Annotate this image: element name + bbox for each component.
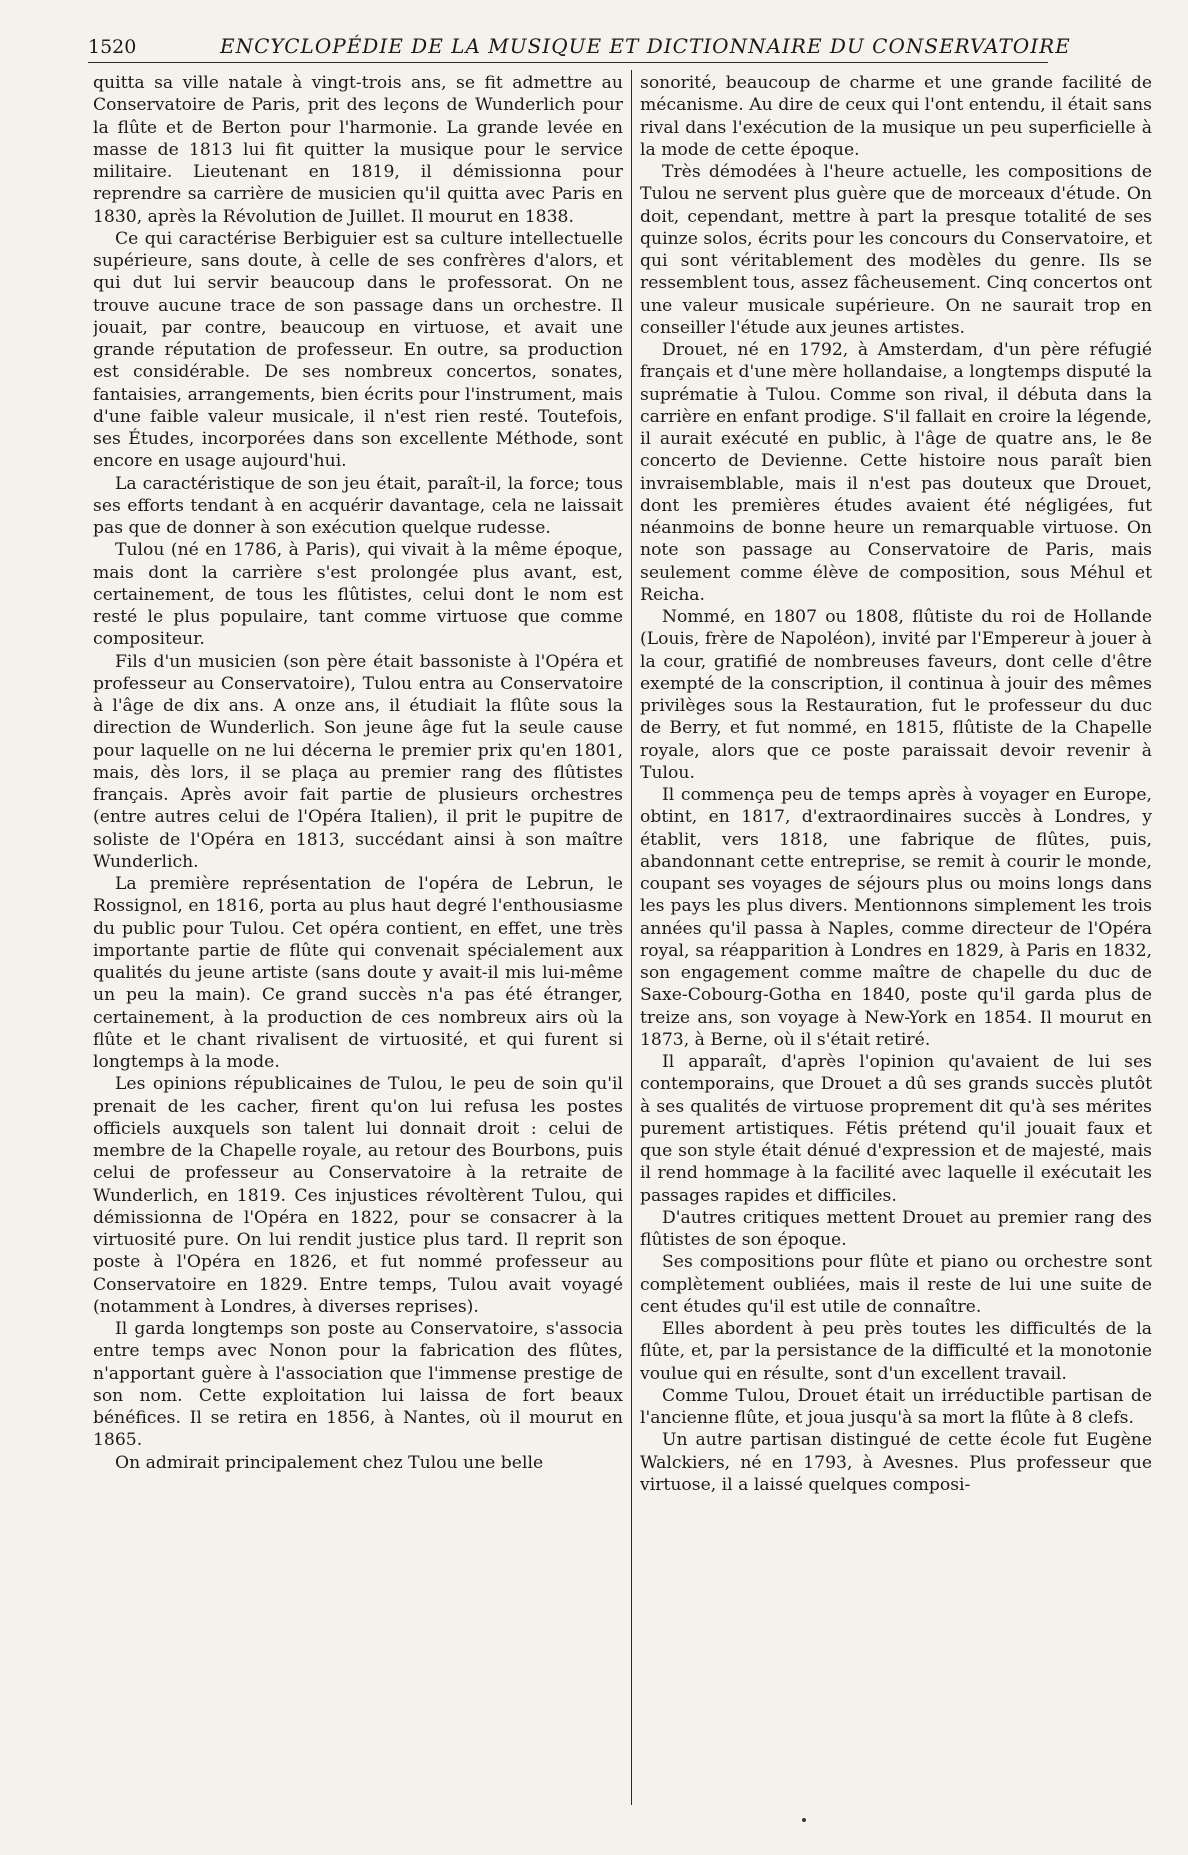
paragraph: Un autre partisan distingué de cette école fut Eugène Walckiers, né en 1793, à Avesnes. Plus professeur que virtuose, il a laissé quelques composi- [640, 1430, 1152, 1495]
paragraph: On admirait principalement chez Tulou une belle [115, 1452, 544, 1473]
right-column [640, 72, 1152, 1772]
paragraph: La première représentation de l'opéra de Lebrun, le Rossignol, en 1816, porta au plus haut degré l'enthousiasme du public pour Tulou. Cet opéra contient, en effet, une très importante partie de flûte qui convenait spécialement aux qualités du jeune artiste (sans doute y avait-il mis lui-même un peu la main). Ce grand succès n'a pas été étranger, certainement, à la production de ces nombreux airs où la flûte et le chant rivalisent de virtuosité, et qui furent si longtemps à la mode. [93, 874, 623, 1072]
paragraph: Ce qui caractérise Berbiguier est sa culture intellectuelle supérieure, sans doute, à celle de ses confrères d'alors, et qui dut lui servir beaucoup dans le professorat. On ne trouve aucune trace de son passage dans un orchestre. Il jouait, par contre, beaucoup en virtuose, et avait une grande réputation de professeur. En outre, sa production est considérable. De ses nombreux concertos, sonates, fantaisies, arrangements, bien écrits pour l'instrument, mais d'une faible valeur musicale, il n'est rien resté. Toutefois, ses Études, incorporées dans son excellente Méthode, sont encore en usage aujourd'hui. [93, 228, 623, 472]
column-divider [631, 70, 632, 1805]
page-header [88, 32, 1071, 63]
paragraph: Il commença peu de temps après à voyager en Europe, obtint, en 1817, d'extraordinaires succès à Londres, y établit, vers 1818, une fabrique de flûtes, puis, abandonnant cette entreprise, se remit à courir le monde, coupant ses voyages de séjours plus ou moins longs dans les pays les plus divers. Mentionnons simplement les trois années qu'il passa à Naples, comme directeur de l'Opéra royal, sa réapparition à Londres en 1829, à Paris en 1832, son engagement comme maître de chapelle du duc de Saxe-Cobourg-Gotha en 1840, poste qu'il garda plus de treize ans, son voyage à New-York en 1854. Il mourut en 1873, à Berne, où il s'était retiré. [640, 785, 1152, 1050]
paragraph: La caractéristique de son jeu était, paraît-il, la force; tous ses efforts tendant à en acquérir davantage, cela ne laissait pas que de donner à son exécution quelque rudesse. [93, 473, 623, 538]
paragraph: Comme Tulou, Drouet était un irréductible partisan de l'ancienne flûte, et joua jusqu'à sa mort la flûte à 8 clefs. [640, 1385, 1152, 1428]
paragraph: Ses compositions pour flûte et piano ou orchestre sont complètement oubliées, mais il reste de lui une suite de cent études qu'il est utile de connaître. [640, 1252, 1152, 1317]
running-title: ENCYCLOPÉDIE DE LA MUSIQUE ET DICTIONNAIRE DU CONSERVATOIRE [220, 34, 1071, 58]
paragraph: Drouet, né en 1792, à Amsterdam, d'un père réfugié français et d'une mère hollandaise, a longtemps disputé la suprématie à Tulou. Comme son rival, il débuta dans la carrière en enfant prodige. S'il fallait en croire la légende, il aurait exécuté en public, à l'âge de quatre ans, le 8e concerto de Devienne. Cette histoire nous paraît bien invraisemblable, mais il n'est pas douteux que Drouet, dont les premières études avaient été négligées, fut néanmoins de bonne heure un remarquable virtuose. On note son passage au Conservatoire de Paris, mais seulement comme élève de composition, sous Méhul et Reicha. [640, 340, 1152, 605]
paragraph: Nommé, en 1807 ou 1808, flûtiste du roi de Hollande (Louis, frère de Napoléon), invité par l'Empereur à jouer à la cour, gratifié de nombreuses faveurs, dont celle d'être exempté de la conscription, il continua à jouir des mêmes privilèges sous la Restauration, fut le professeur du duc de Berry, et fut nommé, en 1815, flûtiste de la Chapelle royale, alors que ce poste paraissait devoir revenir à Tulou. [640, 607, 1152, 783]
paragraph: Il garda longtemps son poste au Conservatoire, s'associa entre temps avec Nonon pour la fabrication des flûtes, n'apportant guère à l'association que l'immense prestige de son nom. Cette exploitation lui laissa de fort beaux bénéfices. Il se retira en 1856, à Nantes, où il mourut en 1865. [93, 1319, 623, 1451]
paragraph: quitta sa ville natale à vingt-trois ans, se fit admettre au Conservatoire de Paris, prit des leçons de Wunderlich pour la flûte et de Berton pour l'harmonie. La grande levée en masse de 1813 lui fit quitter la musique pour le service militaire. Lieutenant en 1819, il démissionna pour reprendre sa carrière de musicien qu'il quitta avec Paris en 1830, après la Révolution de Juillet. Il mourut en 1838. [93, 73, 623, 227]
paragraph: Fils d'un musicien (son père était bassoniste à l'Opéra et professeur au Conservatoire), Tulou entra au Conservatoire à l'âge de dix ans. A onze ans, il étudiait la flûte sous la direction de Wunderlich. Son jeune âge fut la seule cause pour laquelle on ne lui décerna le premier prix qu'en 1801, mais, dès lors, il se plaça au premier rang des flûtistes français. Après avoir fait partie de plusieurs orchestres (entre autres celui de l'Opéra Italien), il prit le pupitre de soliste de l'Opéra en 1813, succédant ainsi à son maître Wunderlich. [93, 651, 623, 872]
paragraph: D'autres critiques mettent Drouet au premier rang des flûtistes de son époque. [640, 1207, 1152, 1250]
paragraph: Il apparaît, d'après l'opinion qu'avaient de lui ses contemporains, que Drouet a dû ses grands succès plutôt à ses qualités de virtuose proprement dit qu'à ses mérites purement artistiques. Fétis prétend qu'il jouait faux et que son style était dénué d'expression et de majesté, mais il rend hommage à la facilité avec laquelle il exécutait les passages rapides et difficiles. [640, 1052, 1152, 1206]
paragraph: Très démodées à l'heure actuelle, les compositions de Tulou ne servent plus guère que de morceaux d'étude. On doit, cependant, mettre à part la presque totalité de ses quinze solos, écrits pour les concours du Conservatoire, et qui sont véritablement des modèles du genre. Ils se ressemblent tous, assez fâcheusement. Cinq concertos ont une valeur musicale supérieure. On ne saurait trop en conseiller l'étude aux jeunes artistes. [640, 162, 1152, 338]
paragraph: Tulou (né en 1786, à Paris), qui vivait à la même époque, mais dont la carrière s'est prolongée plus avant, est, certainement, de tous les flûtistes, celui dont le nom est resté le plus populaire, tant comme virtuose que comme compositeur. [93, 540, 623, 650]
paragraph: Les opinions républicaines de Tulou, le peu de soin qu'il prenait de les cacher, firent qu'on lui refusa les postes officiels auxquels son talent lui donnait droit : celui de membre de la Chapelle royale, au retour des Bourbons, puis celui de professeur au Conservatoire à la retraite de Wunderlich, en 1819. Ces injustices révoltèrent Tulou, qui démissionna de l'Opéra en 1822, pour se consacrer à la virtuosité pure. On lui rendit justice plus tard. Il reprit son poste à l'Opéra en 1826, et fut nommé professeur au Conservatoire en 1829. Entre temps, Tulou avait voyagé (notamment à Londres, à diverses reprises). [93, 1074, 623, 1317]
left-column [93, 72, 623, 1772]
paragraph: Elles abordent à peu près toutes les difficultés de la flûte, et, par la persistance de la difficulté et la monotonie voulue qui en résulte, sont d'un excellent travail. [640, 1319, 1152, 1384]
page-number: 1520 [88, 36, 137, 58]
printer-mark [802, 1818, 806, 1822]
paragraph: sonorité, beaucoup de charme et une grande facilité de mécanisme. Au dire de ceux qui l'ont entendu, il était sans rival dans l'exécution de la musique un peu superficielle à la mode de cette époque. [640, 73, 1152, 160]
